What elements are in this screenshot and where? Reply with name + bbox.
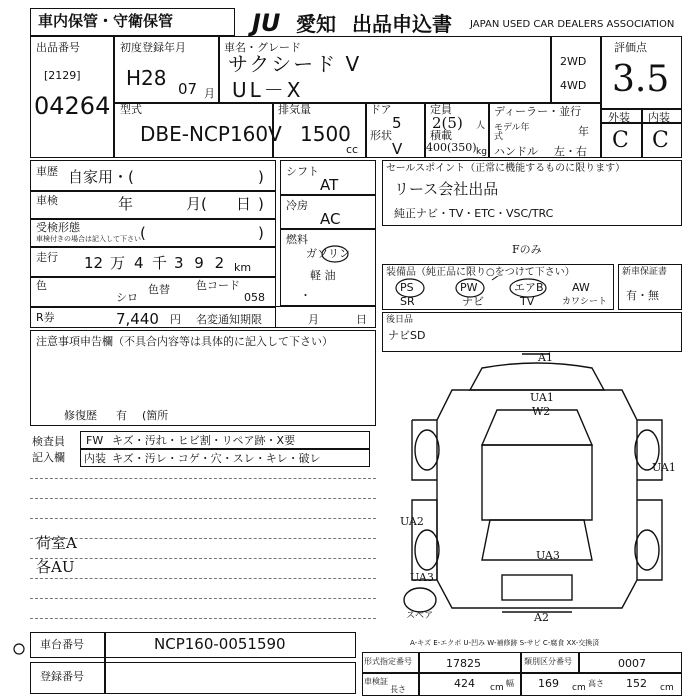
length-value: 424 <box>454 677 475 690</box>
fuel-circle-mark <box>320 244 350 264</box>
notes-dotted-lines <box>30 478 376 628</box>
equipment-pw: PW <box>460 281 478 294</box>
score-value: 3.5 <box>612 59 670 100</box>
notes-label: 注意事項申告欄（不具合内容等は具体的に記入して下さい） <box>36 335 333 348</box>
exterior-label: 外装 <box>608 111 630 124</box>
repair-location: (箇所 <box>142 409 169 422</box>
equipment-aw: AW <box>572 281 590 294</box>
displacement-unit: cc <box>346 143 359 156</box>
shaken-year: 年 <box>118 195 134 213</box>
selling-points-items: 純正ナビ・TV・ETC・VSC/TRC <box>394 207 554 220</box>
aftermarket-label: 後日品 <box>386 315 414 325</box>
type-number-value: 17825 <box>446 657 481 670</box>
doors-label: ドア <box>370 103 392 116</box>
width-value: 169 <box>538 677 559 690</box>
capacity-value: 2(5) <box>432 114 463 132</box>
color-label: 色 <box>36 279 47 292</box>
association-name: JAPAN USED CAR DEALERS ASSOCIATION <box>470 19 675 30</box>
selling-points-title: リース会社出品 <box>394 180 499 198</box>
lot-number: 04264 <box>34 92 111 120</box>
handwritten-note-1: 荷室A <box>36 534 77 552</box>
damage-mark-ua1-right: UA1 <box>652 461 676 474</box>
height-label: 高さ <box>588 679 604 688</box>
class-number-value: 0007 <box>618 657 646 670</box>
damage-mark-ua3-rear: UA3 <box>536 549 560 562</box>
lot-sub-number: [2129] <box>44 69 81 82</box>
name-change-month: 月 <box>308 313 319 326</box>
ac-label: 冷房 <box>286 199 308 212</box>
handle-options: 左・右 <box>554 145 587 158</box>
registration-month: 07 <box>178 80 198 98</box>
inspector-int-items: キズ・汚レ・コゲ・穴・スレ・キレ・破レ <box>112 452 321 465</box>
length-unit: cm <box>490 683 504 693</box>
storage-label: 車内保管・守衛保管 <box>38 12 174 30</box>
shaken-day: 日 <box>236 195 252 213</box>
registration-year: H28 <box>126 66 167 90</box>
mileage-unit: km <box>234 261 252 274</box>
shaken-close: ) <box>258 195 264 213</box>
load-label: 積載 <box>430 129 452 142</box>
selling-points-label: セールスポイント（正常に機能するものに限ります） <box>386 163 626 174</box>
width-unit: cm <box>572 683 586 693</box>
height-value: 152 <box>626 677 647 690</box>
cert-label: 車検証 <box>364 677 388 686</box>
shape-label: 形状 <box>370 129 392 142</box>
inspector-int-label: 内装 <box>84 452 106 465</box>
damage-mark-a2: A2 <box>534 611 549 624</box>
model-label: 車名・グレード <box>224 41 301 54</box>
color-value: シロ <box>116 291 138 304</box>
class-number-label: 類別区分番号 <box>524 657 572 666</box>
repair-label: 修復歴 <box>64 409 97 422</box>
model-year-label: モデル年式 <box>494 123 530 142</box>
warranty-sub: 車検付きの場合は記入して下さい <box>36 235 141 243</box>
model-name: サクシード V <box>228 52 362 76</box>
height-unit: cm <box>660 683 674 693</box>
chassis-value: NCP160-0051590 <box>154 635 286 653</box>
dealer-label: ディーラー・並行 <box>494 105 582 118</box>
equipment-ps: PS <box>400 281 414 294</box>
color-code: 058 <box>244 291 265 304</box>
damage-mark-a1: A1 <box>538 351 553 364</box>
registration-month-unit: 月 <box>204 87 215 100</box>
load-value: 400(350) <box>426 141 477 154</box>
capacity-unit: 人 <box>476 121 486 131</box>
displacement-value: 1500 <box>300 122 351 146</box>
punch-hole-icon <box>12 642 26 656</box>
color-code-label: 色コード <box>196 279 240 292</box>
damage-legend: A-キズ E-エクボ U-凹み W-補修跡 S-サビ C-腐食 XX-交換済 <box>410 639 600 647</box>
load-unit: kg <box>476 147 487 157</box>
registration-label: 初度登録年月 <box>120 41 186 54</box>
shaken-label: 車検 <box>36 194 58 207</box>
name-change-label: 名変通知期限 <box>196 313 262 326</box>
interior-label: 内装 <box>648 111 670 124</box>
warranty-label: 受検形態 <box>36 221 80 234</box>
equipment-navi: ナビ <box>462 295 484 308</box>
model-grade: UL－X <box>232 78 304 102</box>
vehicle-info-block <box>30 160 276 328</box>
interior-grade: C <box>652 128 669 153</box>
chassis-label: 車台番号 <box>40 638 84 651</box>
score-label: 評価点 <box>614 41 647 54</box>
handwritten-note-2: 各AU <box>36 558 75 576</box>
equipment-tv: TV <box>520 295 535 308</box>
history-value: 自家用・( <box>68 168 134 186</box>
doors-value: 5 <box>392 114 402 132</box>
repair-value: 有 <box>116 409 127 422</box>
new-car-warranty-label: 新車保証書 <box>622 267 668 277</box>
mileage-rest: 3 9 2 <box>174 254 228 272</box>
width-label: 幅 <box>506 679 514 688</box>
color-change-label: 色替 <box>148 283 170 296</box>
equipment-airbag: エアB <box>514 281 544 294</box>
warranty-close: ) <box>258 224 264 242</box>
aftermarket-block <box>382 312 682 352</box>
equipment-label: 装備品（純正品に限り○をつけて下さい） <box>386 267 575 278</box>
ac-value: AC <box>320 210 341 228</box>
name-change-day: 日 <box>356 313 367 326</box>
mileage-sen: 4 <box>134 254 144 272</box>
handle-label: ハンドル <box>494 145 538 158</box>
recycle-label: R券 <box>36 311 55 324</box>
model-year-unit: 年 <box>578 125 589 138</box>
equipment-circle-marks <box>392 276 572 300</box>
spare-label: スペア <box>406 611 434 621</box>
shape-value: V <box>392 140 403 158</box>
history-label: 車歴 <box>36 165 58 178</box>
mileage-man: 12 <box>84 254 104 272</box>
fuel-gasoline: ガソリン <box>306 247 350 260</box>
inspector-fw-items: キズ・汚れ・ヒビ割・リペア跡・X要 <box>112 434 296 447</box>
drive-2wd: 2WD <box>560 55 587 68</box>
damage-mark-ua3-left: UA3 <box>410 571 434 584</box>
lot-label: 出品番号 <box>36 41 80 54</box>
type-label: 型式 <box>120 103 142 116</box>
recycle-value: 7,440 <box>116 310 159 328</box>
inspector-fw-label: FW <box>86 434 104 447</box>
equipment-leather: カワシート <box>562 297 608 307</box>
damage-mark-ua1-hood: UA1 <box>530 391 554 404</box>
warranty-open: ( <box>140 224 146 242</box>
recycle-unit: 円 <box>170 313 181 326</box>
drive-4wd: 4WD <box>560 79 587 92</box>
capacity-label: 定員 <box>430 103 452 116</box>
mileage-sen-unit: 千 <box>152 254 168 272</box>
org-name: 愛知 <box>296 12 336 36</box>
equipment-note: Fのみ <box>512 243 542 256</box>
shift-label: シフト <box>286 165 319 178</box>
new-car-warranty-options: 有・無 <box>626 289 659 302</box>
fuel-label: 燃料 <box>286 233 308 246</box>
displacement-label: 排気量 <box>278 103 311 116</box>
mileage-man-unit: 万 <box>110 254 126 272</box>
recycle-row <box>30 306 376 328</box>
damage-mark-w2: W2 <box>532 405 551 418</box>
form-title: 出品申込書 <box>352 12 452 36</box>
plate-label: 登録番号 <box>40 670 84 683</box>
length-label: 長さ <box>390 685 406 694</box>
inspector-label-2: 記入欄 <box>32 451 65 464</box>
damage-mark-ua2: UA2 <box>400 515 424 528</box>
exterior-grade: C <box>612 128 629 153</box>
inspector-label-1: 検査員 <box>32 435 65 448</box>
shaken-month: 月( <box>186 195 207 213</box>
equipment-sr: SR <box>400 295 415 308</box>
type-number-label: 形式指定番号 <box>364 657 412 666</box>
fuel-other: ・ <box>300 289 311 302</box>
fuel-diesel: 軽 油 <box>310 269 336 282</box>
aftermarket-value: ナビSD <box>388 329 426 342</box>
shift-value: AT <box>320 176 339 194</box>
mileage-label: 走行 <box>36 251 58 264</box>
ju-logo: JU <box>252 9 281 37</box>
type-value: DBE-NCP160V <box>140 122 282 146</box>
history-close: ) <box>258 168 264 186</box>
